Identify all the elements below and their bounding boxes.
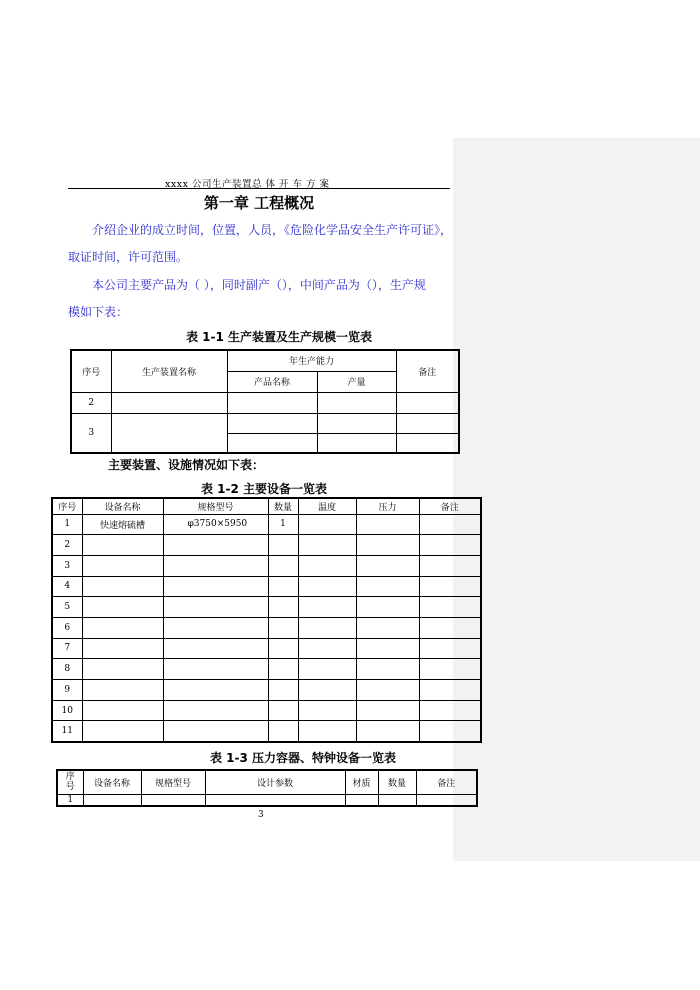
header-cell: 规格型号: [163, 498, 268, 514]
header-cell: 设备名称: [83, 770, 141, 794]
table-cell: [268, 700, 298, 721]
table-cell: [163, 555, 268, 576]
row-number: 9: [52, 680, 82, 701]
table-cell: [163, 597, 268, 618]
facility-intro: 主要装置、设施情况如下表：: [108, 458, 265, 472]
table-cell: [268, 576, 298, 597]
header-cell: 设备名称: [82, 498, 163, 514]
table-row: [52, 617, 481, 638]
row-number: 7: [52, 638, 82, 659]
table-cell: 1: [268, 514, 298, 535]
table-cell: [163, 659, 268, 680]
row-number: 10: [52, 700, 82, 721]
comment-pane: [453, 138, 700, 861]
table-row: [52, 555, 481, 576]
table-cell: [227, 413, 317, 433]
table-cell: [163, 617, 268, 638]
table-cell: [356, 680, 419, 701]
table-cell: [356, 555, 419, 576]
table-cell: [268, 659, 298, 680]
table-cell: [345, 794, 378, 806]
table-cell: [82, 659, 163, 680]
table-cell: [141, 794, 205, 806]
table-cell: [82, 535, 163, 556]
table-cell: [356, 659, 419, 680]
table-cell: φ3750×5950: [163, 514, 268, 535]
header-cell: [57, 770, 83, 794]
table-cell: [111, 392, 227, 413]
table3-caption: 表 1-3 压力容器、特钟设备一览表: [210, 751, 397, 765]
page-number: 3: [258, 810, 264, 820]
table-cell: [205, 794, 345, 806]
header-cell: 压力: [356, 498, 419, 514]
table-cell: [419, 721, 481, 742]
table-cell: [82, 617, 163, 638]
table-cell: [356, 535, 419, 556]
table-cell: [419, 597, 481, 618]
table-cell: [298, 597, 356, 618]
header-cell: 温度: [298, 498, 356, 514]
row-number: 8: [52, 659, 82, 680]
table-cell: [396, 392, 459, 413]
row-number: 11: [52, 721, 82, 742]
header-cell: 产量: [317, 371, 396, 392]
table-cell: [416, 794, 477, 806]
table-cell: [82, 680, 163, 701]
table-cell: [227, 433, 317, 453]
table-cell: [419, 555, 481, 576]
table-cell: [396, 433, 459, 453]
header-cell: 产品名称: [227, 371, 317, 392]
row-number: 2: [71, 392, 111, 413]
table-cell: [356, 617, 419, 638]
table-cell: [268, 617, 298, 638]
header-cell: 设计参数: [205, 770, 345, 794]
table1-caption: 表 1-1 生产装置及生产规模一览表: [186, 330, 373, 344]
table-cell: [419, 535, 481, 556]
header-cell: 序号: [71, 350, 111, 392]
table-row: [52, 597, 481, 618]
table-cell: [356, 700, 419, 721]
table-cell: [419, 638, 481, 659]
header-cell: 备注: [419, 498, 481, 514]
table-cell: [268, 721, 298, 742]
table-cell: [419, 700, 481, 721]
paragraph-line: 本公司主要产品为（ ），同时副产（），中间产品为（），生产规: [92, 278, 426, 292]
table-cell: [298, 638, 356, 659]
paragraph-line: 模如下表：: [68, 305, 129, 319]
table-cell: [298, 514, 356, 535]
table-row: [52, 535, 481, 556]
table-cell: [82, 597, 163, 618]
table-cell: [298, 680, 356, 701]
header-cell: 规格型号: [141, 770, 205, 794]
table-cell: [163, 535, 268, 556]
header-cell: 备注: [396, 350, 459, 392]
table-cell: [317, 433, 396, 453]
table-row: [52, 576, 481, 597]
table-cell: [163, 680, 268, 701]
table-cell: [356, 597, 419, 618]
table-cell: [419, 514, 481, 535]
table-cell: [227, 392, 317, 413]
equipment-table: [51, 497, 482, 743]
table-cell: [298, 535, 356, 556]
table-cell: [317, 413, 396, 433]
table-cell: [298, 555, 356, 576]
table-cell: [268, 555, 298, 576]
table-row: [52, 659, 481, 680]
paragraph-line: 介绍企业的成立时间，位置，人员，《危险化学品安全生产许可证》，: [92, 223, 453, 237]
table-cell: [82, 576, 163, 597]
table-cell: [298, 617, 356, 638]
table-cell: [163, 700, 268, 721]
table-cell: [356, 576, 419, 597]
table-cell: [163, 721, 268, 742]
row-number: 2: [52, 535, 82, 556]
table-cell: [82, 555, 163, 576]
table-cell: 快速熔硫槽: [82, 514, 163, 535]
row-number: 5: [52, 597, 82, 618]
table-row: [52, 721, 481, 742]
chapter-title: 第一章 工程概况: [203, 194, 315, 212]
header-cell: 生产装置名称: [111, 350, 227, 392]
table-cell: [298, 659, 356, 680]
table-cell: [419, 576, 481, 597]
table-cell: [419, 617, 481, 638]
table-cell: [82, 638, 163, 659]
table-cell: [163, 638, 268, 659]
row-number: 3: [52, 555, 82, 576]
header-cell: 材质: [345, 770, 378, 794]
table-cell: [298, 576, 356, 597]
table-cell: [356, 638, 419, 659]
table-row: [52, 638, 481, 659]
table-cell: [268, 680, 298, 701]
table2-caption: 表 1-2 主要设备一览表: [201, 482, 328, 496]
row-number: 1: [52, 514, 82, 535]
table-cell: [378, 794, 416, 806]
row-number: 4: [52, 576, 82, 597]
table-row: [52, 700, 481, 721]
header-divider: [68, 188, 450, 189]
table-cell: [419, 680, 481, 701]
header-text: 号: [65, 782, 75, 793]
paragraph-line: 取证时间，许可范围。: [68, 250, 189, 264]
table-cell: [268, 597, 298, 618]
row-number: 1: [57, 794, 83, 806]
row-number: 3: [71, 413, 111, 453]
table-cell: [356, 514, 419, 535]
table-cell: [298, 721, 356, 742]
table-row: [52, 514, 481, 535]
header-cell: 备注: [416, 770, 477, 794]
pressure-vessel-table: [56, 769, 478, 807]
table-cell: [82, 721, 163, 742]
table-cell: [268, 535, 298, 556]
header-text: 序: [65, 772, 75, 783]
header-cell: 序号: [52, 498, 82, 514]
production-table: [70, 349, 460, 454]
table-cell: [268, 638, 298, 659]
row-number: 6: [52, 617, 82, 638]
table-cell: [111, 413, 227, 453]
table-cell: [356, 721, 419, 742]
header-cell: 数量: [378, 770, 416, 794]
page-header: xxxx 公司生产装置总 体 开 车 方 案: [165, 179, 330, 190]
table-row: [52, 680, 481, 701]
table-cell: [163, 576, 268, 597]
header-cell: 年生产能力: [227, 350, 396, 371]
table-cell: [82, 700, 163, 721]
table-cell: [83, 794, 141, 806]
table-cell: [396, 413, 459, 433]
table-cell: [419, 659, 481, 680]
table-cell: [298, 700, 356, 721]
header-cell: 数量: [268, 498, 298, 514]
table-cell: [317, 392, 396, 413]
